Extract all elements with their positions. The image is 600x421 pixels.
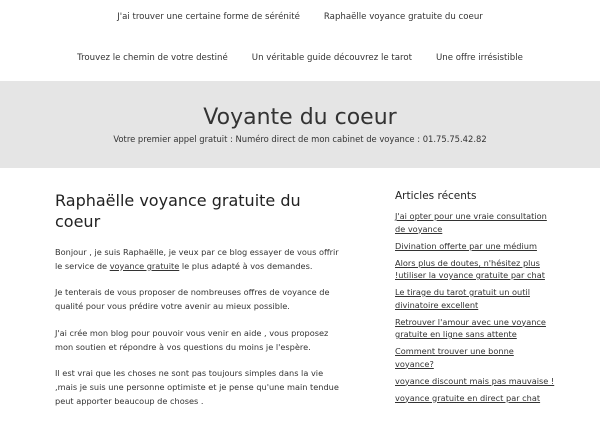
post-paragraph-2: Je tenterais de vous proposer de nombreuses offres de voyance de qualité pour vous prédire votre avenir au mieux possible. bbox=[55, 287, 330, 312]
post-title: Raphaëlle voyance gratuite du coeur bbox=[55, 191, 301, 231]
voyance-gratuite-link[interactable]: voyance gratuite bbox=[109, 260, 180, 271]
list-item bbox=[395, 210, 555, 235]
post-paragraph-1 bbox=[55, 246, 345, 273]
list-item bbox=[395, 257, 555, 282]
main-content bbox=[55, 190, 345, 421]
nav-item-guide-tarot[interactable]: Un véritable guide découvrez le tarot bbox=[251, 53, 412, 63]
sidebar bbox=[395, 190, 555, 409]
list-item bbox=[395, 286, 555, 311]
list-item bbox=[395, 392, 555, 405]
recent-article-link[interactable]: J'ai opter pour une vraie consultation de voyance bbox=[395, 211, 547, 234]
nav-item-chemin-destine[interactable]: Trouvez le chemin de votre destiné bbox=[77, 53, 228, 63]
post-paragraph-3: J'ai crée mon blog pour pouvoir vous venir en aide , vous proposez mon soutien et répondre à vos questions du moins je l'espère. bbox=[55, 327, 329, 352]
site-tagline: Votre premier appel gratuit : Numéro direct de mon cabinet de voyance : 01.75.75.42.82 bbox=[113, 134, 487, 144]
recent-articles-title: Articles récents bbox=[395, 190, 477, 202]
nav-row-1 bbox=[0, 12, 600, 22]
recent-article-link[interactable]: Alors plus de doutes, n'hésitez plus !utiliser la voyance gratuite par chat bbox=[395, 257, 545, 280]
recent-article-link[interactable]: Comment trouver une bonne voyance? bbox=[395, 346, 514, 369]
nav-row-2 bbox=[0, 53, 600, 63]
site-header-band bbox=[0, 81, 600, 168]
recent-article-link[interactable]: Le tirage du tarot gratuit un outil divinatoire excellent bbox=[395, 287, 530, 310]
recent-articles-list bbox=[395, 210, 555, 404]
main-navigation bbox=[0, 0, 600, 80]
recent-article-link[interactable]: Divination offerte par une médium bbox=[395, 240, 537, 251]
list-item bbox=[395, 240, 555, 253]
post-paragraph-4: Il est vrai que les choses ne sont pas toujours simples dans la vie ,mais je suis une personne optimiste et je pense qu'une main tendue peut apporter beaucoup de choses . bbox=[55, 368, 339, 406]
recent-article-link[interactable]: voyance gratuite en direct par chat bbox=[395, 392, 541, 403]
recent-article-link[interactable]: voyance discount mais pas mauvaise ! bbox=[395, 375, 555, 386]
post-paragraph-1-start: Bonjour , je suis Raphaëlle, je veux par ce blog essayer de vous offrir le service de bbox=[55, 247, 339, 271]
recent-article-link[interactable]: Retrouver l'amour avec une voyance gratuite en ligne sans attente bbox=[395, 316, 546, 339]
nav-item-offre-irresistible[interactable]: Une offre irrésistible bbox=[435, 53, 523, 63]
site-title[interactable]: Voyante du coeur bbox=[203, 105, 397, 130]
post-paragraph-1-end: le plus adapté à vos demandes. bbox=[179, 260, 313, 271]
list-item bbox=[395, 345, 555, 370]
nav-item-raphaelle[interactable]: Raphaëlle voyance gratuite du coeur bbox=[323, 12, 483, 22]
nav-item-serenite[interactable]: J'ai trouver une certaine forme de sérénité bbox=[117, 12, 300, 22]
list-item bbox=[395, 316, 555, 341]
list-item bbox=[395, 375, 555, 388]
